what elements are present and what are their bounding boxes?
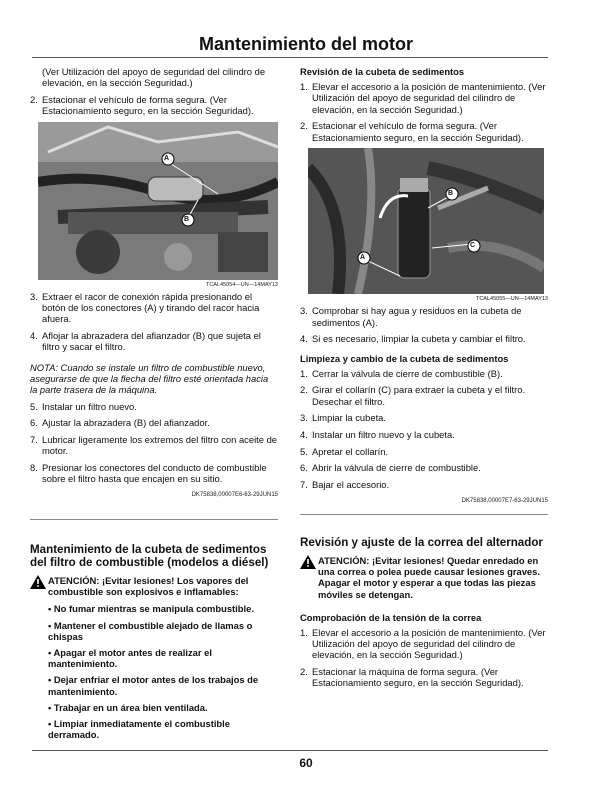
subheading: Revisión de la cubeta de sedimentos (300, 66, 465, 77)
figure-caption: TCAL45054—UN—14MAY13 (205, 281, 278, 288)
fuel-filter-photo (38, 122, 278, 280)
list-item: • No fumar mientras se manipula combustible. (48, 603, 254, 615)
left-column (30, 66, 278, 501)
figure-caption: TCAL45055—UN—14MAY13 (475, 296, 548, 303)
section-divider (300, 514, 548, 515)
subheading: Limpieza y cambio de la cubeta de sedimentos (300, 352, 509, 364)
note: NOTA: Cuando se instale un filtro de combustible nuevo, asegurarse de que la flecha del filtro esté orientada hacia la parte trasera de la máquina. (30, 361, 269, 395)
engine-illustration (38, 122, 278, 280)
left-section-2 (30, 543, 278, 745)
list-item: • Dejar enfriar el motor antes de los trabajos de mantenimiento. (48, 674, 259, 697)
list-item: 1. Elevar el accesorio a la posición de mantenimiento. (Ver Utilización del apoyo de seguridad del cilindro de elevación, en la sección Seguridad.) (300, 627, 546, 661)
list-item: 3. Limpiar la cubeta. (300, 412, 386, 424)
footer-rule (32, 750, 548, 751)
list-item: 3. Extraer el racor de conexión rápida presionando el botón de los conectores (A) y tirando del racor hacia afuera. (30, 291, 260, 325)
warning-triangle-icon (300, 555, 318, 600)
section-divider (30, 519, 278, 520)
list-item: 1. Cerrar la válvula de cierre de combustible (B). (300, 367, 503, 379)
list-item: 6. Abrir la válvula de cierre de combustible. (300, 462, 481, 474)
list-item: 7. Lubricar ligeramente los extremos del filtro con aceite de motor. (30, 434, 278, 457)
list-item: 5. Instalar un filtro nuevo. (30, 400, 137, 412)
list-item: 4. Instalar un filtro nuevo y la cubeta. (300, 429, 455, 441)
right-section-2 (300, 536, 548, 694)
page-title: Mantenimiento del motor (198, 34, 413, 54)
list-item: 4. Aflojar la abrazadera del afianzador (B) que sujeta el filtro y sacar el filtro. (30, 330, 261, 353)
list-item: 8. Presionar los conectores del conducto de combustible sobre el filtro hasta que encajen en su sitio. (30, 461, 267, 485)
doc-reference: DK75838,00007E7-63-29JUN15 (461, 497, 548, 504)
right-column (300, 66, 548, 507)
list-item: • Apagar el motor antes de realizar el mantenimiento. (48, 647, 212, 670)
intro-text: (Ver Utilización del apoyo de seguridad del cilindro de elevación, en la sección Seguridad.) (42, 66, 266, 89)
section-heading: Mantenimiento de la cubeta de sedimentos del filtro de combustible (modelos a diésel) (30, 543, 269, 569)
list-item: 4. Si es necesario, limpiar la cubeta y cambiar el filtro. (300, 333, 526, 345)
sediment-bowl-photo (308, 148, 544, 294)
list-item: 2. Estacionar la máquina de forma segura. (Ver Estacionamiento seguro, en la sección Seguridad). (300, 666, 524, 689)
list-item: • Limpiar inmediatamente el combustible derramado. (48, 718, 230, 741)
header-rule (32, 57, 548, 58)
callout-c: C (470, 242, 476, 250)
list-item: • Mantener el combustible alejado de llamas o chispas (48, 619, 253, 642)
callout-a: A (360, 254, 366, 262)
callout-b: B (448, 190, 454, 198)
list-item: 3. Comprobar si hay agua y residuos en la cubeta de sedimentos (A). (300, 305, 522, 328)
engine-illustration (308, 148, 544, 294)
list-item: 5. Apretar el collarín. (300, 445, 389, 457)
list-item: 2. Estacionar el vehículo de forma segura. (Ver Estacionamiento seguro, en la sección Seguridad). (30, 93, 254, 117)
page-number: 60 (299, 756, 313, 770)
list-item: 6. Ajustar la abrazadera (B) del afianzador. (30, 417, 210, 429)
doc-reference: DK75838,00007E6-63-29JUN15 (191, 491, 278, 498)
list-item: 2. Girar el collarín (C) para extraer la cubeta y el filtro. Desechar el filtro. (300, 384, 526, 407)
warning-block: ATENCIÓN: ¡Evitar lesiones! Los vapores del combustible son explosivos e inflamables: (30, 575, 278, 597)
callout-a: A (164, 154, 170, 162)
list-item: 1. Elevar el accesorio a la posición de mantenimiento. (Ver Utilización del apoyo de seguridad del cilindro de elevación, en la sección Seguridad.) (300, 81, 546, 115)
subheading: Comprobación de la tensión de la correa (300, 611, 482, 623)
list-item: 7. Bajar el accesorio. (300, 479, 390, 491)
list-item: • Trabajar en un área bien ventilada. (48, 701, 208, 713)
warning-block: ATENCIÓN: ¡Evitar lesiones! Quedar enredado en una correa o polea puede causar lesiones graves. Apagar el motor y esperar a que todas las piezas móviles se detengan. (300, 555, 548, 600)
section-heading: Revisión y ajuste de la correa del alternador (300, 536, 543, 549)
callout-b: B (184, 215, 190, 223)
list-item: 2. Estacionar el vehículo de forma segura. (Ver Estacionamiento seguro, en la sección Seguridad). (300, 120, 524, 143)
warning-triangle-icon (30, 575, 48, 597)
